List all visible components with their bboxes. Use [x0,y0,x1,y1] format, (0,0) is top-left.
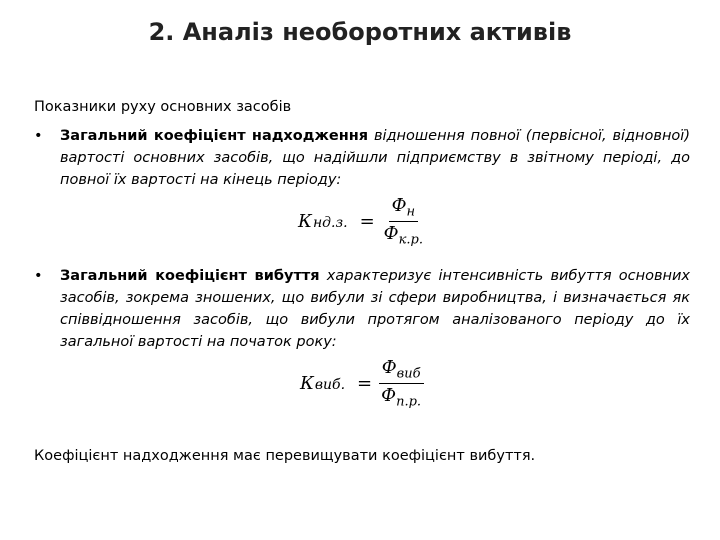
numerator-subscript: н [406,204,416,220]
subheading: Показники руху основних засобів [34,99,292,115]
bullet-item-inflow [34,125,690,191]
slide-title: 2. Аналіз необоротних активів [148,18,572,46]
numerator-symbol: Ф [391,194,407,216]
bullet-term: Загальний коефіцієнт надходження [60,128,369,144]
formula-disposal [34,356,690,410]
formula-numerator [389,195,419,222]
numerator-symbol: Ф [381,356,397,378]
formula-fraction [378,357,424,409]
formula-equals: = [357,372,373,394]
formula-fraction [381,195,426,247]
formula-lhs [298,211,348,232]
formula-lhs-symbol: К [298,210,312,232]
bullet-term: Загальний коефіцієнт вибуття [60,268,320,284]
bullet-marker: • [34,268,43,284]
bullet-description: характеризує інтенсивність вибуття основних засобів, зокрема зношених, що вибули зі сфери виробництва, і визначається як співвідношення засобів, що вибули протягом аналізованого періоду до їх загальної вартості на початок року: [60,268,690,350]
numerator-subscript: виб [396,366,421,382]
bullet-item-disposal [34,265,690,353]
bullet-description: відношення повної (первісної, відновної) вартості основних засобів, що надійшли підприємству в звітному періоді, до повної їх вартості на кінець періоду: [60,128,690,188]
bullet-marker: • [34,128,43,144]
formula-lhs-symbol: К [299,372,314,394]
denominator-symbol: Ф [383,222,399,244]
conclusion-text: Коефіцієнт надходження має перевищувати коефіцієнт вибуття. [34,448,536,464]
formula-lhs-subscript: виб. [314,376,346,393]
formula-denominator [378,384,424,410]
denominator-subscript: п.р. [396,394,422,410]
slide-content [34,96,690,467]
denominator-symbol: Ф [381,384,397,406]
denominator-subscript: к.р. [398,232,423,248]
formula-lhs [300,373,345,394]
formula-equals: = [359,210,375,232]
formula-lhs-subscript: нд.з. [312,214,348,231]
formula-numerator [379,357,424,384]
formula-denominator [381,222,426,248]
formula-inflow [34,194,690,248]
